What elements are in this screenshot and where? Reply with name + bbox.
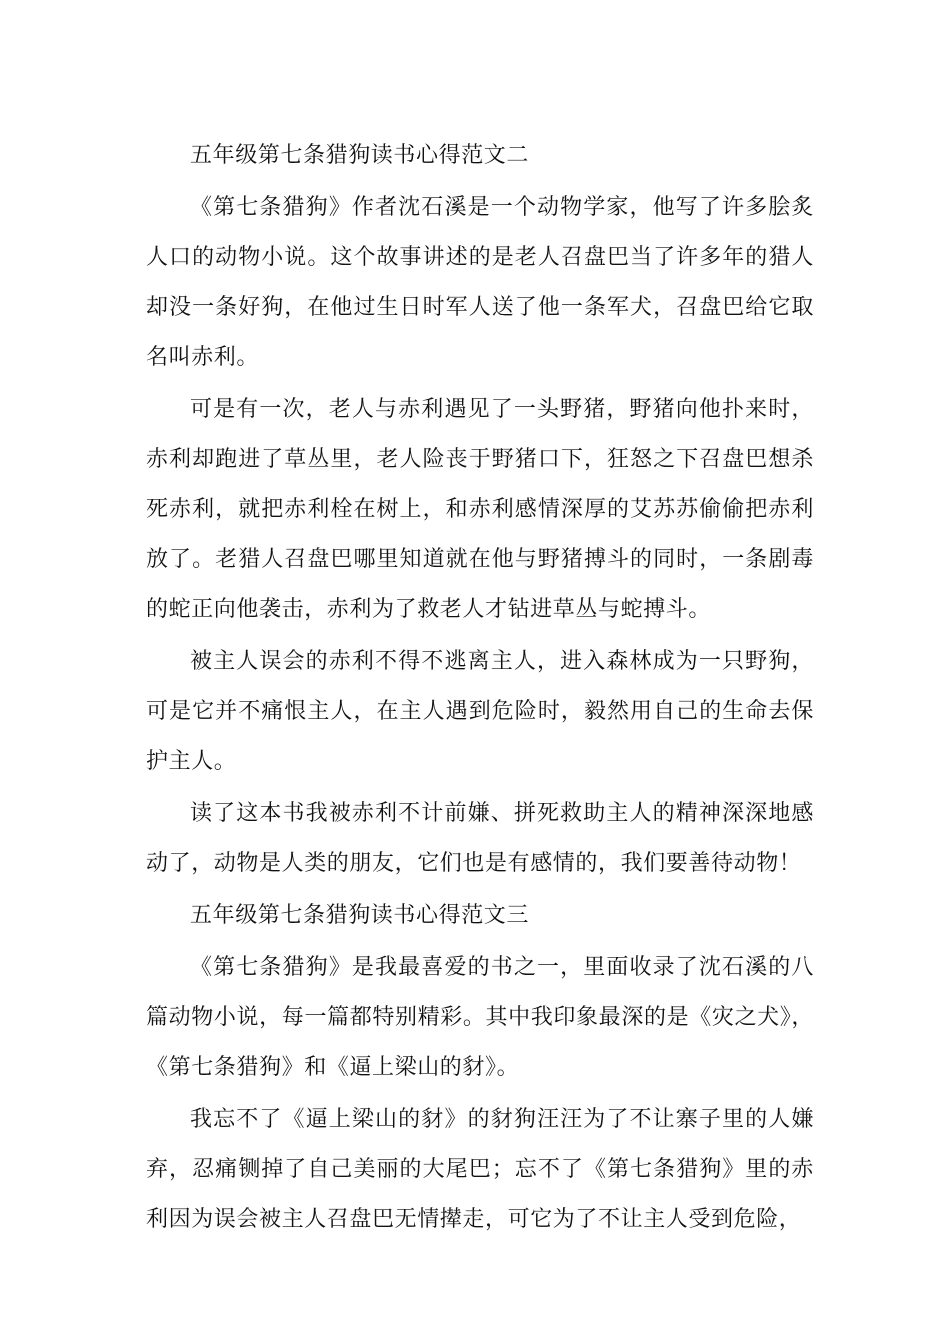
paragraph: 可是有一次，老人与赤利遇见了一头野猪，野猪向他扑来时，赤利却跑进了草丛里，老人险丧于野猪口下，狂怒之下召盘巴想杀死赤利，就把赤利栓在树上，和赤利感情深厚的艾苏苏偷偷把赤利放了。老猎人召盘巴哪里知道就在他与野猪搏斗的同时，一条剧毒的蛇正向他袭击，赤利为了救老人才钻进草丛与蛇搏斗。 — [146, 397, 814, 622]
section-heading-3: 五年级第七条猎狗读书心得范文三 — [190, 903, 530, 928]
section-heading-2: 五年级第七条猎狗读书心得范文二 — [190, 143, 530, 168]
paragraph: 我忘不了《逼上梁山的豺》的豺狗汪汪为了不让寨子里的人嫌弃，忍痛铡掉了自己美丽的大尾巴；忘不了《第七条猎狗》里的赤利因为误会被主人召盘巴无情撵走，可它为了不让主人受到危险， — [146, 1107, 814, 1232]
paragraph: 读了这本书我被赤利不计前嫌、拼死救助主人的精神深深地感动了，动物是人类的朋友，它们也是有感情的，我们要善待动物！ — [146, 801, 814, 876]
paragraph: 《第七条猎狗》作者沈石溪是一个动物学家，他写了许多脍炙人口的动物小说。这个故事讲述的是老人召盘巴当了许多年的猎人却没一条好狗，在他过生日时军人送了他一条军犬，召盘巴给它取名叫赤利。 — [146, 195, 814, 370]
paragraph: 被主人误会的赤利不得不逃离主人，进入森林成为一只野狗，可是它并不痛恨主人，在主人遇到危险时，毅然用自己的生命去保护主人。 — [146, 649, 814, 774]
document-body — [146, 131, 814, 1247]
paragraph: 《第七条猎狗》是我最喜爱的书之一，里面收录了沈石溪的八篇动物小说，每一篇都特别精彩。其中我印象最深的是《灾之犬》，《第七条猎狗》和《逼上梁山的豺》。 — [146, 955, 814, 1080]
